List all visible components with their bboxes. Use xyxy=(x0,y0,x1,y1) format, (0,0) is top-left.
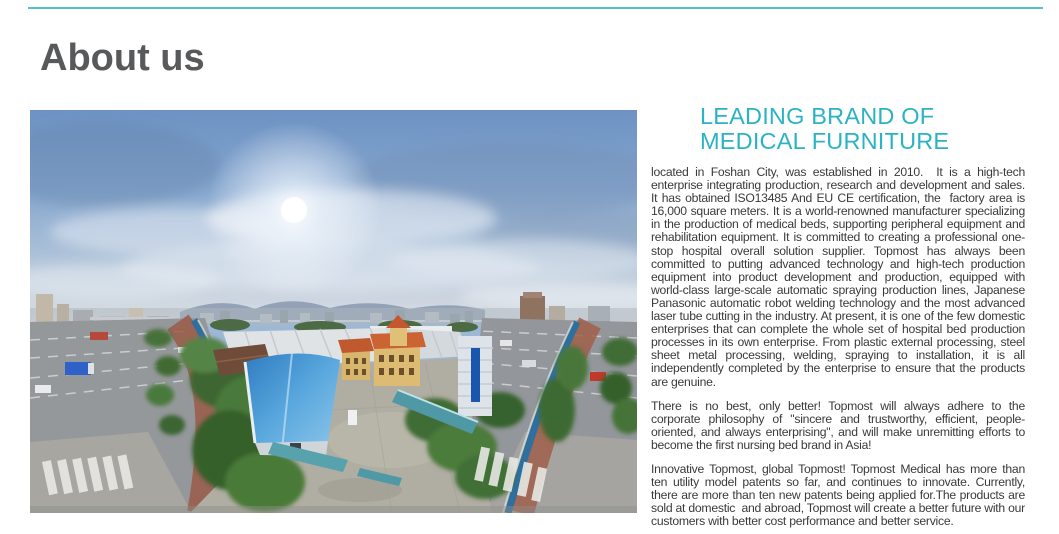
factory-panorama-photo xyxy=(30,110,637,513)
section-heading xyxy=(700,104,1025,154)
section-heading-line2: MEDICAL FURNITURE xyxy=(700,128,950,154)
about-paragraph-2: There is no best, only better! Topmost will always adhere to the corporate philosophy of "sincere and trustworthy, efficient, people-oriented, and always enterprising", and will make unremitting efforts to become the first nursing bed brand in Asia! xyxy=(651,398,1029,452)
panorama-art xyxy=(30,110,637,513)
about-paragraph-1: located in Foshan City, was established in 2010. It is a high-tech enterprise integrating production, research and development and sales. It has obtained ISO13485 And EU CE certification, the factory area is 16,000 square meters. It is a world-renowned manufacturer specializing in the production of medical beds, supporting peripheral equipment and rehabilitation equipment. It is committed to creating a professional one-stop hospital overall solution supplier. Topmost has always been committed to putting advanced technology and high-tech production equipment into product development and production, equipped with world-class large-scale automatic spraying production lines, Japanese Panasonic automatic robot welding technology and the most advanced laser tube cutting in the industry. At present, it is one of the few domestic enterprises that can complete the whole set of hospital bed production processes in its own enterprise. From plastic external processing, steel sheet metal processing, welding, spraying to installation, it is all independently completed by the enterprise to ensure that the products are genuine. xyxy=(651,165,1029,389)
about-paragraph-3: Innovative Topmost, global Topmost! Topmost Medical has more than ten utility model patents so far, and continues to innovate. Currently, there are more than ten new patents being applied for.The products are sold at domestic and abroad, Topmost will create a better future with our customers with better cost performance and better service. xyxy=(651,461,1029,529)
top-divider xyxy=(28,7,1043,9)
about-text-column xyxy=(651,103,1029,534)
section-heading-line1: LEADING BRAND OF xyxy=(700,103,935,129)
page-title: About us xyxy=(40,37,205,79)
about-body-copy xyxy=(651,165,1029,529)
building-sign xyxy=(471,348,480,402)
panorama-sky xyxy=(30,110,637,322)
